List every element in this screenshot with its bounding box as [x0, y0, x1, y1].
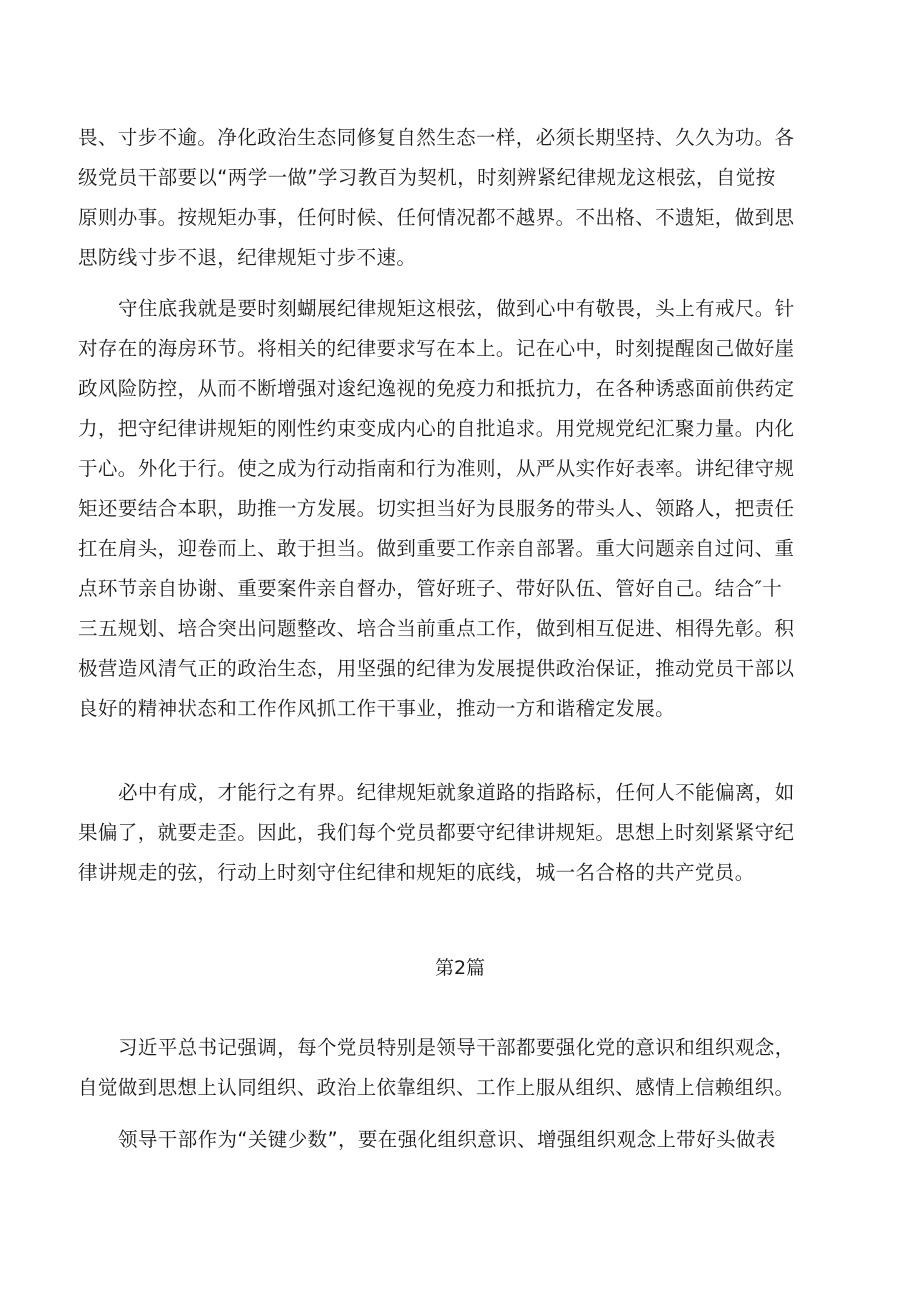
- text-line: 力，把守纪律讲规矩的刚性约束变成内心的自批追求。用党规党纪汇聚力量。内化: [78, 417, 795, 440]
- text-line: 三五规划、培合突出问题整改、培合当前重点工作，做到相互促进、相得先彰。积: [78, 617, 795, 640]
- text-line: 对存在的海房环节。将相关的纪律要求写在本上。记在心中，时刻提醒囱己做好崖: [78, 337, 795, 360]
- paragraph-1: [78, 118, 854, 278]
- text-line: 守住底我就是要时刻蝴展纪律规矩这根弦，做到心中有敬畏，头上有戒尺。针: [118, 297, 795, 320]
- text-line: 点环节亲自协谢、重要案件亲自督办，管好班子、带好队伍、管好自己。结合″十: [78, 577, 783, 600]
- text-line: 良好的精神状态和工作作风抓工作干事业，推动一方和谐稽定发展。: [78, 697, 676, 720]
- text-line: 极营造风清气正的政治生态，用坚强的纪律为发展提供政治保证，推动党员干部以: [78, 657, 795, 680]
- text-line: 级党员干部要以“两学一做”学习教百为契机，时刻辨紧纪律规龙这根弦，自觉按: [78, 166, 776, 189]
- paragraph-5: [78, 1120, 854, 1160]
- paragraph-3: [78, 773, 854, 893]
- text-line: 畏、寸步不逾。净化政治生态同修复自然生态一样，必须长期坚持、久久为功。各: [78, 126, 795, 149]
- text-line: 原则办事。按规矩办事，任何时候、任何情况都不越界。不出格、不遗矩，做到思: [78, 206, 795, 229]
- text-line: 自觉做到思想上认同组织、政治上依靠组织、工作上服从组织、感情上信赖组织。: [78, 1076, 795, 1099]
- text-line: 领导干部作为“关键少数”，要在强化组织意识、增强组织观念上带好头做表: [118, 1128, 776, 1151]
- text-line: 必中有成，才能行之有界。纪律规矩就象道路的指路标，任何人不能偏离，如: [118, 781, 795, 804]
- section-heading: 第2篇: [434, 957, 486, 979]
- text-line: 矩还要结合本职，助推一方发展。切实担当好为艮服务的带头人、领路人，把责任: [78, 497, 795, 520]
- paragraph-2: [78, 289, 854, 729]
- text-line: 政风险防控，从而不断增强对逡纪逸视的免疫力和抵抗力，在各种诱惑面前供药定: [78, 377, 795, 400]
- text-line: 扛在肩头，迎卷而上、敢于担当。做到重要工作亲自部署。重大问题亲自过问、重: [78, 537, 795, 560]
- text-line: 于心。外化于行。使之成为行动指南和行为准则，从严从实作好表率。讲纪律守规: [78, 457, 795, 480]
- text-line: 思防线寸步不退，纪律规矩寸步不速。: [78, 246, 417, 269]
- text-line: 习近平总书记强调，每个党员特别是领导干部都要强化党的意识和组织观念，: [118, 1036, 795, 1059]
- paragraph-4: [78, 1028, 854, 1108]
- text-line: 律讲规走的弦，行动上时刻守住纪律和规矩的底线，城一名合格的共产党员。: [78, 861, 755, 884]
- text-line: 果偏了，就要走歪。因此，我们每个党员都要守纪律讲规矩。思想上时刻紧紧守纪: [78, 821, 795, 844]
